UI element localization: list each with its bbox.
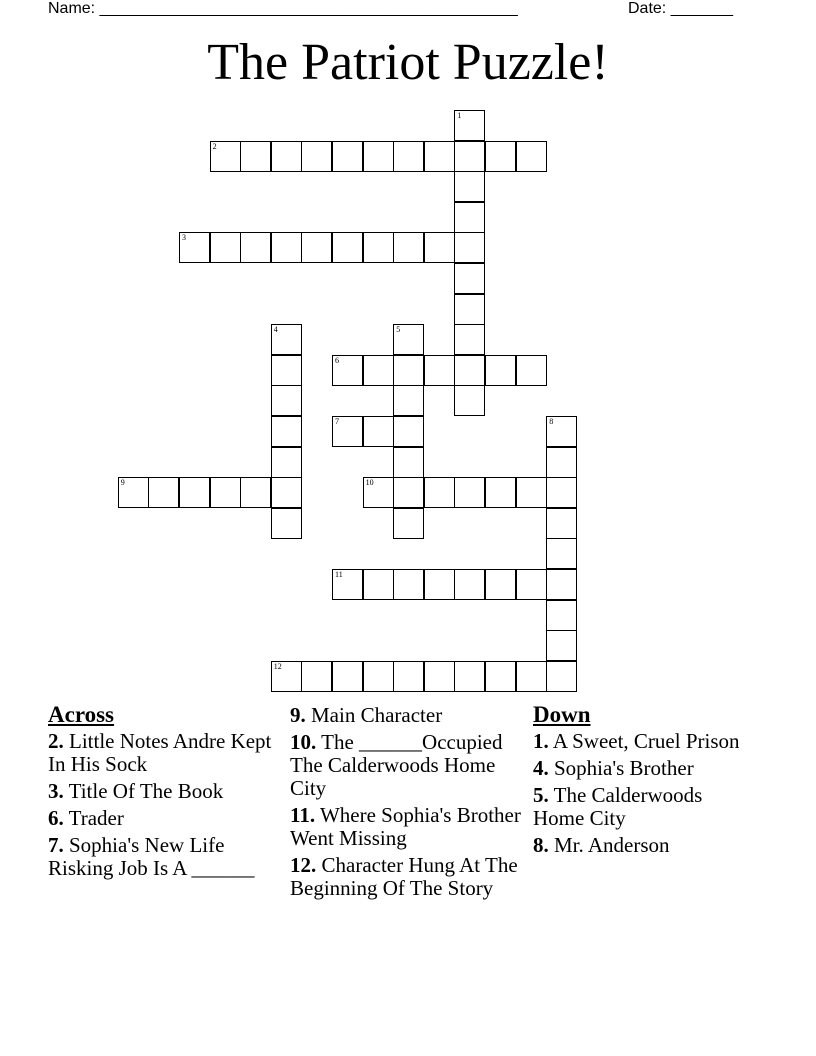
grid-cell[interactable] — [454, 385, 485, 416]
grid-cell[interactable] — [271, 355, 302, 386]
grid-cell[interactable] — [240, 141, 271, 172]
grid-cell[interactable] — [393, 232, 424, 263]
grid-cell[interactable] — [454, 110, 485, 141]
grid-cell[interactable] — [516, 569, 547, 600]
grid-cell[interactable] — [393, 477, 424, 508]
grid-cell[interactable] — [301, 141, 332, 172]
down-clue: 4. Sophia's Brother — [533, 756, 694, 780]
down-heading: Down — [533, 702, 591, 727]
grid-cell[interactable] — [332, 661, 363, 692]
grid-cell[interactable] — [393, 355, 424, 386]
grid-cell[interactable] — [516, 141, 547, 172]
grid-cell[interactable] — [424, 569, 455, 600]
clue-number: 2 — [212, 141, 217, 151]
grid-cell[interactable] — [454, 294, 485, 325]
grid-cell[interactable] — [485, 569, 516, 600]
grid-cell[interactable] — [393, 661, 424, 692]
grid-cell[interactable] — [485, 141, 516, 172]
grid-cell[interactable] — [516, 477, 547, 508]
grid-cell[interactable] — [454, 355, 485, 386]
grid-cell[interactable] — [363, 569, 394, 600]
clue-number: 8 — [549, 417, 554, 426]
across-clue: 12. Character Hung At The Beginning Of The Story — [290, 853, 518, 900]
date-field: Date: _______ — [628, 0, 733, 17]
clue-number: 12 — [273, 661, 282, 671]
across-clue: 3. Title Of The Book — [48, 779, 224, 803]
across-clue: 11. Where Sophia's Brother Went Missing — [290, 803, 521, 850]
grid-cell[interactable] — [546, 569, 577, 600]
clue-number: 9 — [120, 478, 125, 488]
grid-cell[interactable] — [271, 232, 302, 263]
grid-cell[interactable] — [332, 416, 363, 447]
grid-cell[interactable] — [179, 477, 210, 508]
grid-cell[interactable] — [424, 232, 455, 263]
grid-cell[interactable] — [424, 141, 455, 172]
grid-cell[interactable] — [363, 416, 394, 447]
grid-cell[interactable] — [240, 477, 271, 508]
grid-cell[interactable] — [393, 416, 424, 447]
clue-number: 11 — [335, 570, 343, 579]
grid-cell[interactable] — [424, 355, 455, 386]
clue-number: 5 — [396, 325, 401, 335]
grid-cell[interactable] — [485, 661, 516, 692]
grid-cell[interactable] — [516, 355, 547, 386]
grid-cell[interactable] — [485, 477, 516, 508]
grid-cell[interactable] — [363, 232, 394, 263]
grid-cell[interactable] — [424, 661, 455, 692]
grid-cell[interactable] — [363, 661, 394, 692]
grid-cell[interactable] — [393, 385, 424, 416]
grid-cell[interactable] — [118, 477, 149, 508]
name-field: Name: _______________________________________________ — [48, 0, 518, 17]
grid-cell[interactable] — [271, 324, 302, 355]
clue-number: 7 — [335, 417, 339, 426]
down-clue: 8. Mr. Anderson — [533, 833, 670, 857]
grid-cell[interactable] — [271, 447, 302, 478]
grid-cell[interactable] — [454, 141, 485, 172]
grid-cell[interactable] — [546, 477, 577, 508]
grid-cell[interactable] — [271, 385, 302, 416]
grid-cell[interactable] — [148, 477, 179, 508]
across-clue: 7. Sophia's New Life Risking Job Is A ______ — [48, 833, 255, 880]
across-column-2 — [290, 704, 526, 904]
grid-cell[interactable] — [301, 661, 332, 692]
grid-cell[interactable] — [393, 569, 424, 600]
grid-cell[interactable] — [332, 355, 363, 386]
grid-cell[interactable] — [454, 202, 485, 233]
grid-cell[interactable] — [332, 569, 363, 600]
down-column — [533, 702, 753, 861]
grid-cell[interactable] — [424, 477, 455, 508]
grid-cell[interactable] — [546, 661, 577, 692]
page-title: The Patriot Puzzle! — [207, 34, 609, 91]
grid-cell[interactable] — [454, 232, 485, 263]
grid-cell[interactable] — [332, 232, 363, 263]
across-clue: 6. Trader — [48, 806, 124, 830]
grid-cell[interactable] — [240, 232, 271, 263]
clue-number: 10 — [365, 478, 374, 488]
down-clue: 1. A Sweet, Cruel Prison — [533, 729, 740, 753]
grid-cell[interactable] — [301, 232, 332, 263]
grid-cell[interactable] — [393, 141, 424, 172]
grid-cell[interactable] — [393, 447, 424, 478]
grid-cell[interactable] — [454, 569, 485, 600]
grid-cell[interactable] — [271, 416, 302, 447]
grid-cell[interactable] — [393, 508, 424, 539]
grid-cell[interactable] — [546, 416, 577, 447]
grid-cell[interactable] — [363, 477, 394, 508]
clue-number: 1 — [457, 111, 462, 120]
clue-number: 6 — [335, 355, 339, 365]
grid-cell[interactable] — [210, 141, 241, 172]
grid-cell[interactable] — [454, 324, 485, 355]
down-clue: 5. The Calderwoods Home City — [533, 783, 703, 830]
across-column-1 — [48, 702, 276, 884]
grid-cell[interactable] — [271, 141, 302, 172]
grid-cell[interactable] — [271, 477, 302, 508]
grid-cell[interactable] — [179, 232, 210, 263]
grid-cell[interactable] — [363, 141, 394, 172]
grid-cell[interactable] — [546, 630, 577, 661]
grid-cell[interactable] — [454, 263, 485, 294]
grid-cell[interactable] — [454, 661, 485, 692]
grid-cell[interactable] — [363, 355, 394, 386]
grid-cell[interactable] — [546, 600, 577, 631]
grid-cell[interactable] — [546, 538, 577, 569]
grid-cell[interactable] — [271, 508, 302, 539]
across-clue: 2. Little Notes Andre Kept In His Sock — [48, 729, 272, 776]
grid-cell[interactable] — [485, 355, 516, 386]
across-clue: 9. Main Character — [290, 703, 443, 727]
grid-cell[interactable] — [210, 477, 241, 508]
grid-cell[interactable] — [546, 508, 577, 539]
grid-cell[interactable] — [210, 232, 241, 263]
grid-cell[interactable] — [271, 661, 302, 692]
grid-cell[interactable] — [454, 477, 485, 508]
grid-cell[interactable] — [332, 141, 363, 172]
grid-cell[interactable] — [454, 171, 485, 202]
grid-cell[interactable] — [393, 324, 424, 355]
across-heading: Across — [48, 702, 115, 727]
grid-cell[interactable] — [546, 447, 577, 478]
clue-number: 4 — [273, 325, 278, 335]
grid-cell[interactable] — [516, 661, 547, 692]
clue-number: 3 — [182, 233, 186, 243]
across-clue: 10. The ______Occupied The Calderwoods Home City — [290, 730, 503, 800]
